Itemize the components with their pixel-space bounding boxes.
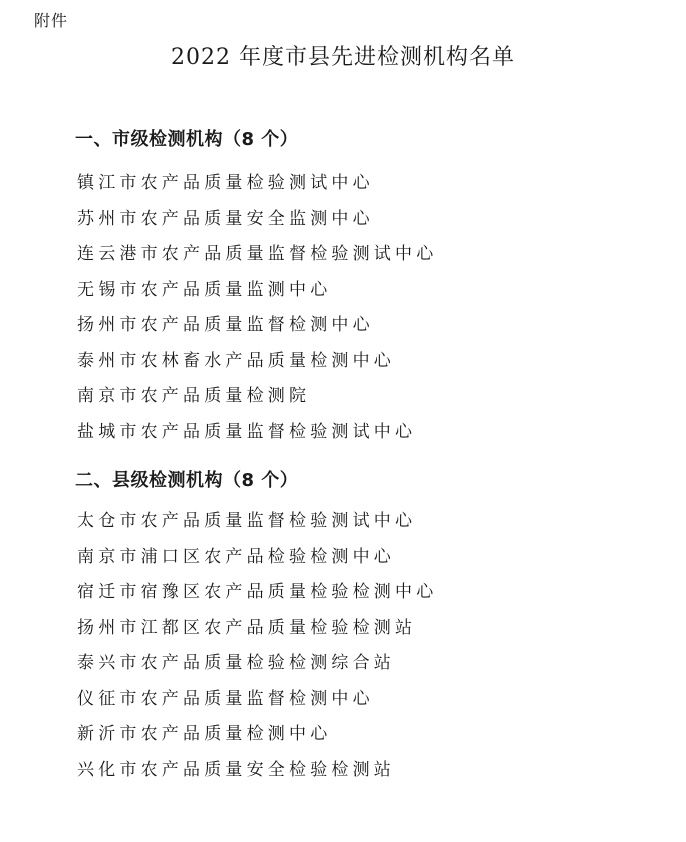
list-item: 南京市浦口区农产品检验检测中心 (77, 546, 395, 567)
list-item: 镇江市农产品质量检验测试中心 (77, 173, 374, 193)
section-heading-county: 二、县级检测机构（8 个） (75, 470, 299, 491)
list-item: 南京市农产品质量检测院 (77, 386, 311, 406)
list-item: 无锡市农产品质量监测中心 (77, 279, 332, 300)
list-item: 新沂市农产品质量检测中心 (77, 724, 332, 744)
document-title: 2022 年度市县先进检测机构名单 (171, 45, 515, 70)
list-item: 连云港市农产品质量监督检验测试中心 (77, 244, 438, 264)
list-item: 太仓市农产品质量监督检验测试中心 (77, 511, 417, 531)
county-institution-list (77, 504, 437, 788)
list-item: 苏州市农产品质量安全监测中心 (77, 208, 374, 229)
list-item: 仪征市农产品质量监督检测中心 (77, 688, 374, 709)
list-item: 泰兴市农产品质量检验检测综合站 (77, 653, 395, 673)
list-item: 扬州市农产品质量监督检测中心 (77, 315, 374, 335)
list-item: 兴化市农产品质量安全检验检测站 (77, 759, 395, 780)
section-heading-city: 一、市级检测机构（8 个） (75, 129, 299, 150)
list-item: 泰州市农林畜水产品质量检测中心 (77, 350, 395, 371)
list-item: 宿迁市宿豫区农产品质量检验检测中心 (77, 582, 438, 602)
list-item: 盐城市农产品质量监督检验测试中心 (77, 421, 417, 442)
list-item: 扬州市江都区农产品质量检验检测站 (77, 617, 417, 638)
city-institution-list (77, 166, 437, 450)
attachment-label: 附件 (34, 11, 69, 30)
